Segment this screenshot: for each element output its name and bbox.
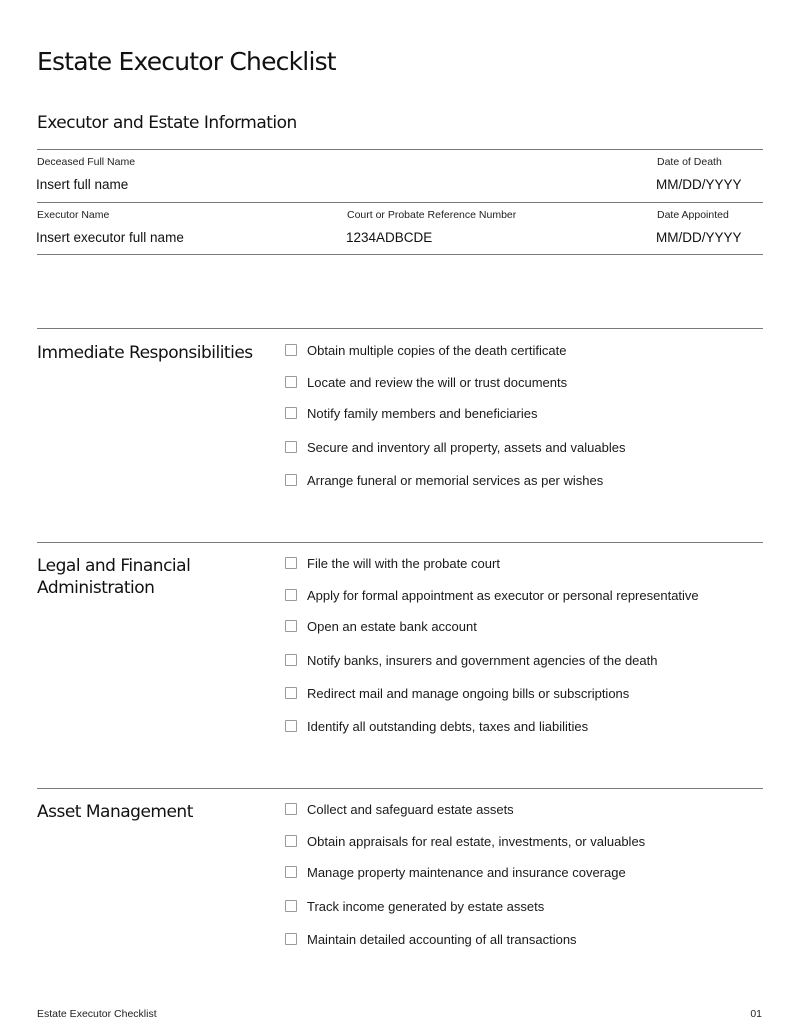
checkbox[interactable] <box>285 376 297 388</box>
checklist-item-label: Manage property maintenance and insurance coverage <box>307 864 626 880</box>
checklist-item[interactable] <box>285 718 588 734</box>
footer-title: Estate Executor Checklist <box>37 1008 157 1020</box>
checklist-item-label: Open an estate bank account <box>307 618 477 634</box>
deceased-name-field[interactable]: Insert full name <box>36 177 129 192</box>
checklist-item[interactable] <box>285 898 544 914</box>
checklist-item[interactable] <box>285 374 567 390</box>
checkbox[interactable] <box>285 803 297 815</box>
checklist-item-label: Arrange funeral or memorial services as per wishes <box>307 472 604 488</box>
checklist-item-label: Notify banks, insurers and government agencies of the death <box>307 652 658 668</box>
checklist-item[interactable] <box>285 587 699 603</box>
checklist-item[interactable] <box>285 864 626 880</box>
checklist-item-label: Locate and review the will or trust documents <box>307 374 568 390</box>
checkbox[interactable] <box>285 344 297 356</box>
checklist-item-label: Obtain appraisals for real estate, investments, or valuables <box>307 833 646 849</box>
checklist-item[interactable] <box>285 472 603 488</box>
checklist-item[interactable] <box>285 685 629 701</box>
divider <box>37 788 763 789</box>
page-number: 01 <box>750 1008 762 1020</box>
checkbox[interactable] <box>285 900 297 912</box>
group-title-immediate-responsibilities: Immediate Responsibilities <box>37 343 253 363</box>
divider <box>37 542 763 543</box>
checkbox[interactable] <box>285 620 297 632</box>
checklist-item[interactable] <box>285 801 514 817</box>
probate-reference-label: Court or Probate Reference Number <box>347 209 517 221</box>
divider <box>37 328 763 329</box>
date-of-death-field[interactable]: MM/DD/YYYY <box>656 177 742 192</box>
checkbox[interactable] <box>285 474 297 486</box>
divider <box>37 149 763 150</box>
executor-name-field[interactable]: Insert executor full name <box>36 230 184 245</box>
checkbox[interactable] <box>285 933 297 945</box>
checkbox[interactable] <box>285 654 297 666</box>
probate-reference-field[interactable]: 1234ADBCDE <box>346 230 433 245</box>
date-of-death-label: Date of Death <box>657 156 722 168</box>
date-appointed-label: Date Appointed <box>657 209 729 221</box>
checkbox[interactable] <box>285 441 297 453</box>
info-section-title: Executor and Estate Information <box>37 113 297 133</box>
checkbox[interactable] <box>285 557 297 569</box>
checklist-item[interactable] <box>285 931 577 947</box>
checklist-item-label: Redirect mail and manage ongoing bills or subscriptions <box>307 685 630 701</box>
divider <box>37 202 763 203</box>
divider <box>37 254 763 255</box>
executor-name-label: Executor Name <box>37 209 110 221</box>
checklist-item-label: Collect and safeguard estate assets <box>307 801 514 817</box>
group-title-legal-financial-administration: Legal and Financial Administration <box>37 556 191 598</box>
checklist-item[interactable] <box>285 555 500 571</box>
checkbox[interactable] <box>285 720 297 732</box>
document-title: Estate Executor Checklist <box>37 46 336 76</box>
checklist-item-label: Maintain detailed accounting of all transactions <box>307 931 577 947</box>
checklist-item-label: Obtain multiple copies of the death certificate <box>307 342 567 358</box>
checkbox[interactable] <box>285 407 297 419</box>
checkbox[interactable] <box>285 687 297 699</box>
checklist-item[interactable] <box>285 342 566 358</box>
checkbox[interactable] <box>285 866 297 878</box>
checkbox[interactable] <box>285 835 297 847</box>
group-title-asset-management: Asset Management <box>37 802 193 822</box>
checklist-item-label: File the will with the probate court <box>307 555 500 571</box>
checklist-item[interactable] <box>285 833 645 849</box>
checklist-item[interactable] <box>285 405 537 421</box>
checkbox[interactable] <box>285 589 297 601</box>
checklist-item-label: Notify family members and beneficiaries <box>307 405 538 421</box>
checklist-item[interactable] <box>285 439 625 455</box>
checklist-item-label: Secure and inventory all property, assets and valuables <box>307 439 626 455</box>
checklist-item[interactable] <box>285 618 477 634</box>
checklist-item-label: Apply for formal appointment as executor or personal representative <box>307 587 699 603</box>
date-appointed-field[interactable]: MM/DD/YYYY <box>656 230 742 245</box>
deceased-name-label: Deceased Full Name <box>37 156 136 168</box>
checklist-item[interactable] <box>285 652 658 668</box>
checklist-item-label: Identify all outstanding debts, taxes and liabilities <box>307 718 589 734</box>
checklist-item-label: Track income generated by estate assets <box>307 898 545 914</box>
